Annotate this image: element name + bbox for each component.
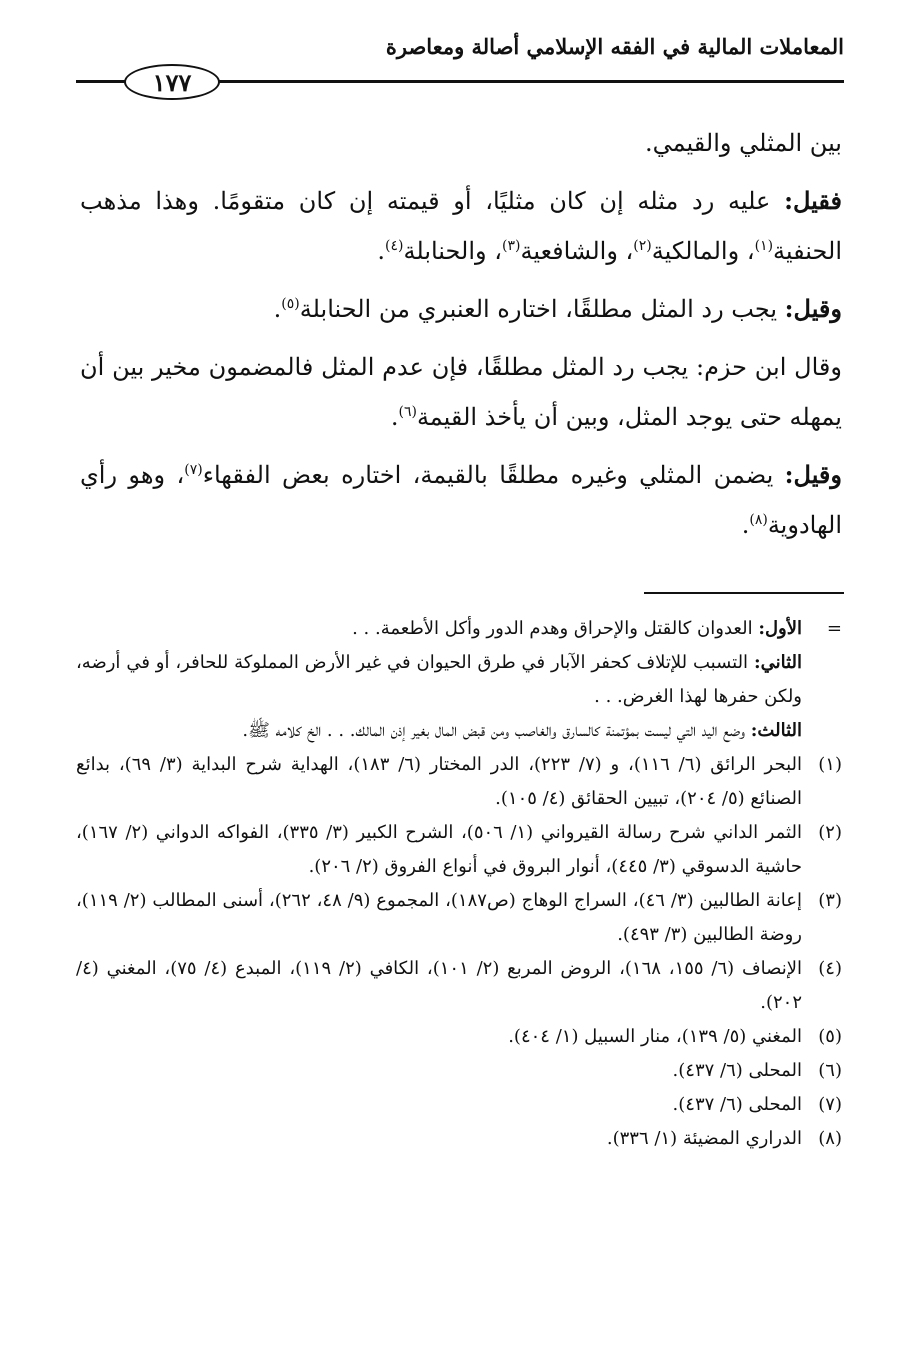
footnote-text: المحلى (٦/ ٤٣٧). <box>672 1060 802 1081</box>
footnote-ref-8: (٨) <box>749 512 768 528</box>
footnote-text: المغني (٥/ ١٣٩)، منار السبيل (١/ ٤٠٤). <box>508 1026 802 1047</box>
footnote-item <box>76 1054 842 1088</box>
paragraph-4-text-1: وقال ابن حزم: يجب رد المثل مطلقًا، فإن عدم المثل فالمضمون مخير بين أن يمهله حتى يوجد المثل، وبين أن يأخذ القيمة <box>80 353 842 431</box>
footnote-number: (٣) <box>818 890 842 911</box>
footnote-text: الإنصاف (٦/ ١٥٥، ١٦٨)، الروض المربع (٢/ ١٠١)، الكافي (٢/ ١١٩)، المبدع (٤/ ٧٥)، المغني (٤/ ٢٠٢). <box>76 958 803 1013</box>
paragraph-3-text-1: يجب رد المثل مطلقًا، اختاره العنبري من الحنابلة <box>299 295 785 323</box>
paragraph-3 <box>80 284 842 334</box>
footnote-item <box>76 748 842 816</box>
paragraph-4-text-2: . <box>390 403 399 431</box>
footnote-item <box>76 816 842 884</box>
page-number: ١٧٧ <box>124 64 220 100</box>
footnote-item <box>76 1088 842 1122</box>
footnote-ref-1: (١) <box>754 238 774 254</box>
footnote-ref-7: (٧) <box>184 462 203 478</box>
running-title: المعاملات المالية في الفقه الإسلامي أصالة ومعاصرة <box>385 34 844 59</box>
footnote-ref-3: (٣) <box>501 238 521 254</box>
continuation-third <box>76 714 802 748</box>
footnote-number: (٢) <box>818 822 842 843</box>
paragraph-5-lead: وقيل: <box>784 460 842 489</box>
paragraph-1-text: بين المثلي والقيمي. <box>645 129 842 157</box>
footnote-ref-2: (٢) <box>633 238 652 254</box>
paragraph-2-text-2: ، والمالكية <box>651 237 755 265</box>
paragraph-1 <box>80 118 842 168</box>
footnote-text: المحلى (٦/ ٤٣٧). <box>672 1094 802 1115</box>
main-text <box>80 118 842 558</box>
paragraph-2-lead: فقيل: <box>784 186 842 215</box>
continuation-third-label: الثالث: <box>750 720 802 741</box>
continuation-second-label: الثاني: <box>753 652 802 673</box>
continuation-mark: = <box>826 618 842 639</box>
header-rule <box>218 80 844 83</box>
footnote-item <box>76 1020 842 1054</box>
footnote-number: (٦) <box>818 1060 842 1081</box>
continuation-first-label: الأول: <box>758 618 802 639</box>
paragraph-5 <box>80 450 842 550</box>
footnote-number: (٨) <box>818 1128 842 1149</box>
continuation-note <box>76 612 842 646</box>
footnote-number: (٧) <box>818 1094 842 1115</box>
footnote-divider <box>644 592 844 594</box>
footnotes <box>76 612 842 1156</box>
footnote-text: البحر الرائق (٦/ ١١٦)، و (٧/ ٢٢٣)، الدر المختار (٦/ ١٨٣)، الهداية شرح البداية (٣/ ٦٩)، بدائع الصنائع (٥/ ٢٠٤)، تبيين الحقائق (٤/ ١٠٥). <box>76 754 803 809</box>
paragraph-3-lead: وقيل: <box>784 294 842 323</box>
continuation-rest <box>76 646 842 748</box>
paragraph-5-text-2: ، وهو رأي الهادوية <box>80 461 842 539</box>
footnote-ref-6: (٦) <box>398 404 417 420</box>
paragraph-2-text-3: ، والشافعية <box>520 237 634 265</box>
continuation-first-text: العدوان كالقتل والإحراق وهدم الدور وأكل الأطعمة. . . <box>352 618 759 639</box>
header-rule-left <box>76 80 126 83</box>
footnote-number: (١) <box>818 754 842 775</box>
continuation-first <box>76 612 802 646</box>
footnote-ref-4: (٤) <box>385 238 404 254</box>
paragraph-2-text-5: . <box>377 237 386 265</box>
footnote-item <box>76 952 842 1020</box>
paragraph-5-text-3: . <box>741 511 750 539</box>
continuation-second-text: التسبب للإتلاف كحفر الآبار في طرق الحيوان في غير الأرض المملوكة للحافر، أو في أرضه، ولكن حفرها لهذا الغرض. . . <box>76 652 802 707</box>
footnote-number: (٥) <box>818 1026 842 1047</box>
footnote-ref-5: (٥) <box>281 296 300 312</box>
footnote-text: الدراري المضيئة (١/ ٣٣٦). <box>606 1128 802 1149</box>
footnote-item <box>76 884 842 952</box>
paragraph-2 <box>80 176 842 276</box>
continuation-third-text: وضع اليد التي ليست بمؤتمنة كالسارق والغاصب ومن قبض المال بغير إذن المالك. . . الخ كلامه ﷺ. <box>242 720 751 741</box>
footnote-text: الثمر الداني شرح رسالة القيرواني (١/ ٥٠٦)، الشرح الكبير (٣/ ٣٣٥)، الفواكه الدواني (٢/ ١٦٧)، حاشية الدسوقي (٣/ ٤٤٥)، أنوار البروق في أنواع الفروق (٢/ ٢٠٦). <box>76 822 802 877</box>
paragraph-5-text-1: يضمن المثلي وغيره مطلقًا بالقيمة، اختاره بعض الفقهاء <box>202 461 785 489</box>
continuation-second <box>76 646 802 714</box>
footnote-item <box>76 1122 842 1156</box>
footnote-number: (٤) <box>818 958 842 979</box>
paragraph-2-text-4: ، والحنابلة <box>403 237 502 265</box>
paragraph-3-text-2: . <box>273 295 282 323</box>
footnote-text: إعانة الطالبين (٣/ ٤٦)، السراج الوهاج (ص١٨٧)، المجموع (٩/ ٤٨، ٢٦٢)، أسنى المطالب (٢/ ١١٩)، روضة الطالبين (٣/ ٤٩٣). <box>76 890 802 945</box>
paragraph-4 <box>80 342 842 442</box>
paragraph-2-text-1: عليه رد مثله إن كان مثليًا، أو قيمته إن كان متقومًا. وهذا مذهب الحنفية <box>80 187 842 265</box>
